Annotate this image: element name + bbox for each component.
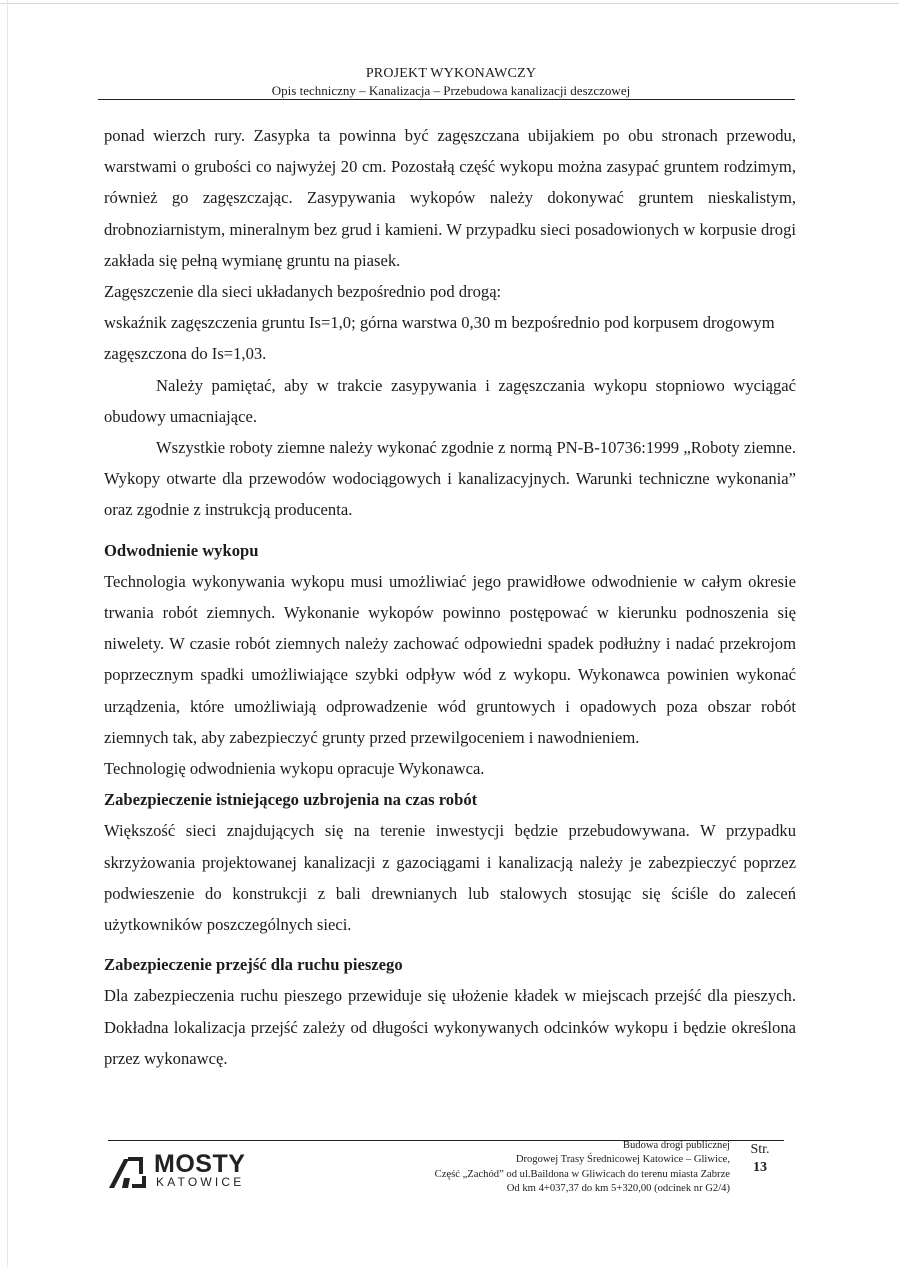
mosty-logo-mark-icon	[108, 1154, 150, 1190]
document-body	[104, 120, 796, 1074]
header-divider	[98, 99, 795, 100]
page-header	[98, 66, 796, 99]
heading-utilities-protection: Zabezpieczenie istniejącego uzbrojenia na czas robót	[104, 790, 478, 810]
heading-drainage: Odwodnienie wykopu	[104, 540, 259, 560]
paragraph-compaction-intro: Zagęszczenie dla sieci układanych bezpośrednio pod drogą:	[104, 282, 502, 302]
scan-edge-top	[0, 3, 899, 4]
logo-name: MOSTY	[154, 1150, 246, 1178]
heading-pedestrian-protection: Zabezpieczenie przejść dla ruchu pieszego	[104, 955, 403, 975]
paragraph-backfill: ponad wierzch rury. Zasypka ta powinna być zagęszczana ubijakiem po obu stronach przewodu, warstwami o grubości co najwyżej 20 cm. Pozostałą część wykopu można zasypać gruntem rodzimym, również go zagęszczając. Zasypywania wykopów należy dokonywać gruntem nieskalistym, drobnoziarnistym, mineralnym bez grud i kamieni. W przypadku sieci posadowionych w korpusie drogi zakłada się pełną wymianę gruntu na piasek.	[104, 126, 796, 270]
company-logo	[108, 1152, 268, 1192]
paragraph-shoring: Należy pamiętać, aby w trakcie zasypywania i zagęszczania wykopu stopniowo wyciągać obudowy umacniające.	[104, 375, 796, 426]
page-number-box	[744, 1141, 776, 1177]
project-line-3: Część „Zachód” od ul.Baildona w Gliwicach do terenu miasta Zabrze	[434, 1168, 730, 1180]
page-number: 13	[753, 1160, 767, 1175]
paragraph-pedestrian-protection: Dla zabezpieczenia ruchu pieszego przewiduje się ułożenie kładek w miejscach przejść dla pieszych. Dokładna lokalizacja przejść zależy od długości wykonywanych odcinków wykopu i będzie określona przez wykonawcę.	[104, 986, 796, 1068]
project-info	[372, 1139, 730, 1197]
document-subtitle: Opis techniczny – Kanalizacja – Przebudowa kanalizacji deszczowej	[271, 83, 631, 98]
paragraph-standard: Wszystkie roboty ziemne należy wykonać zgodnie z normą PN-B-10736:1999 „Roboty ziemne. Wykopy otwarte dla przewodów wodociągowych i kanalizacyjnych. Warunki techniczne wykonania” oraz zgodnie z instrukcją producenta.	[104, 438, 796, 520]
page-label: Str.	[750, 1142, 770, 1157]
paragraph-utilities-protection: Większość sieci znajdujących się na terenie inwestycji będzie przebudowywana. W przypadku skrzyżowania projektowanej kanalizacji z gazociągami i kanalizacją należy je zabezpieczyć poprzez podwieszenie do konstrukcji z bali drewnianych lub stalowych stosując się ściśle do zaleceń użytkowników poszczególnych sieci.	[104, 821, 796, 935]
paragraph-drainage: Technologia wykonywania wykopu musi umożliwiać jego prawidłowe odwodnienie w całym okresie trwania robót ziemnych. Wykonanie wykopów powinno postępować w kierunku podnoszenia się niwelety. W czasie robót ziemnych należy zachować odpowiedni spadek podłużny i nadać przekrojom poprzecznym spadki umożliwiające szybki odpływ wód z wykopu. Wykonawca powinien wykonać urządzenia, które umożliwiają odprowadzenie wód gruntowych i opadowych poza obszar robót ziemnych tak, aby zabezpieczyć grunty przed przewilgoceniem i nawodnieniem.	[104, 571, 796, 747]
logo-city: KATOWICE	[156, 1175, 245, 1189]
paragraph-drainage-contractor: Technologię odwodnienia wykopu opracuje Wykonawca.	[104, 759, 485, 779]
paragraph-compaction-index: wskaźnik zagęszczenia gruntu Is=1,0; górna warstwa 0,30 m bezpośrednio pod korpusem drogowym zagęszczona do Is=1,03.	[104, 313, 775, 364]
document-title: PROJEKT WYKONAWCZY	[365, 66, 537, 81]
project-line-4: Od km 4+037,37 do km 5+320,00 (odcinek nr G2/4)	[506, 1183, 730, 1195]
scan-edge-left	[7, 0, 8, 1267]
project-line-1: Budowa drogi publicznej	[622, 1140, 730, 1151]
project-line-2: Drogowej Trasy Średnicowej Katowice – Gliwice,	[515, 1154, 730, 1166]
